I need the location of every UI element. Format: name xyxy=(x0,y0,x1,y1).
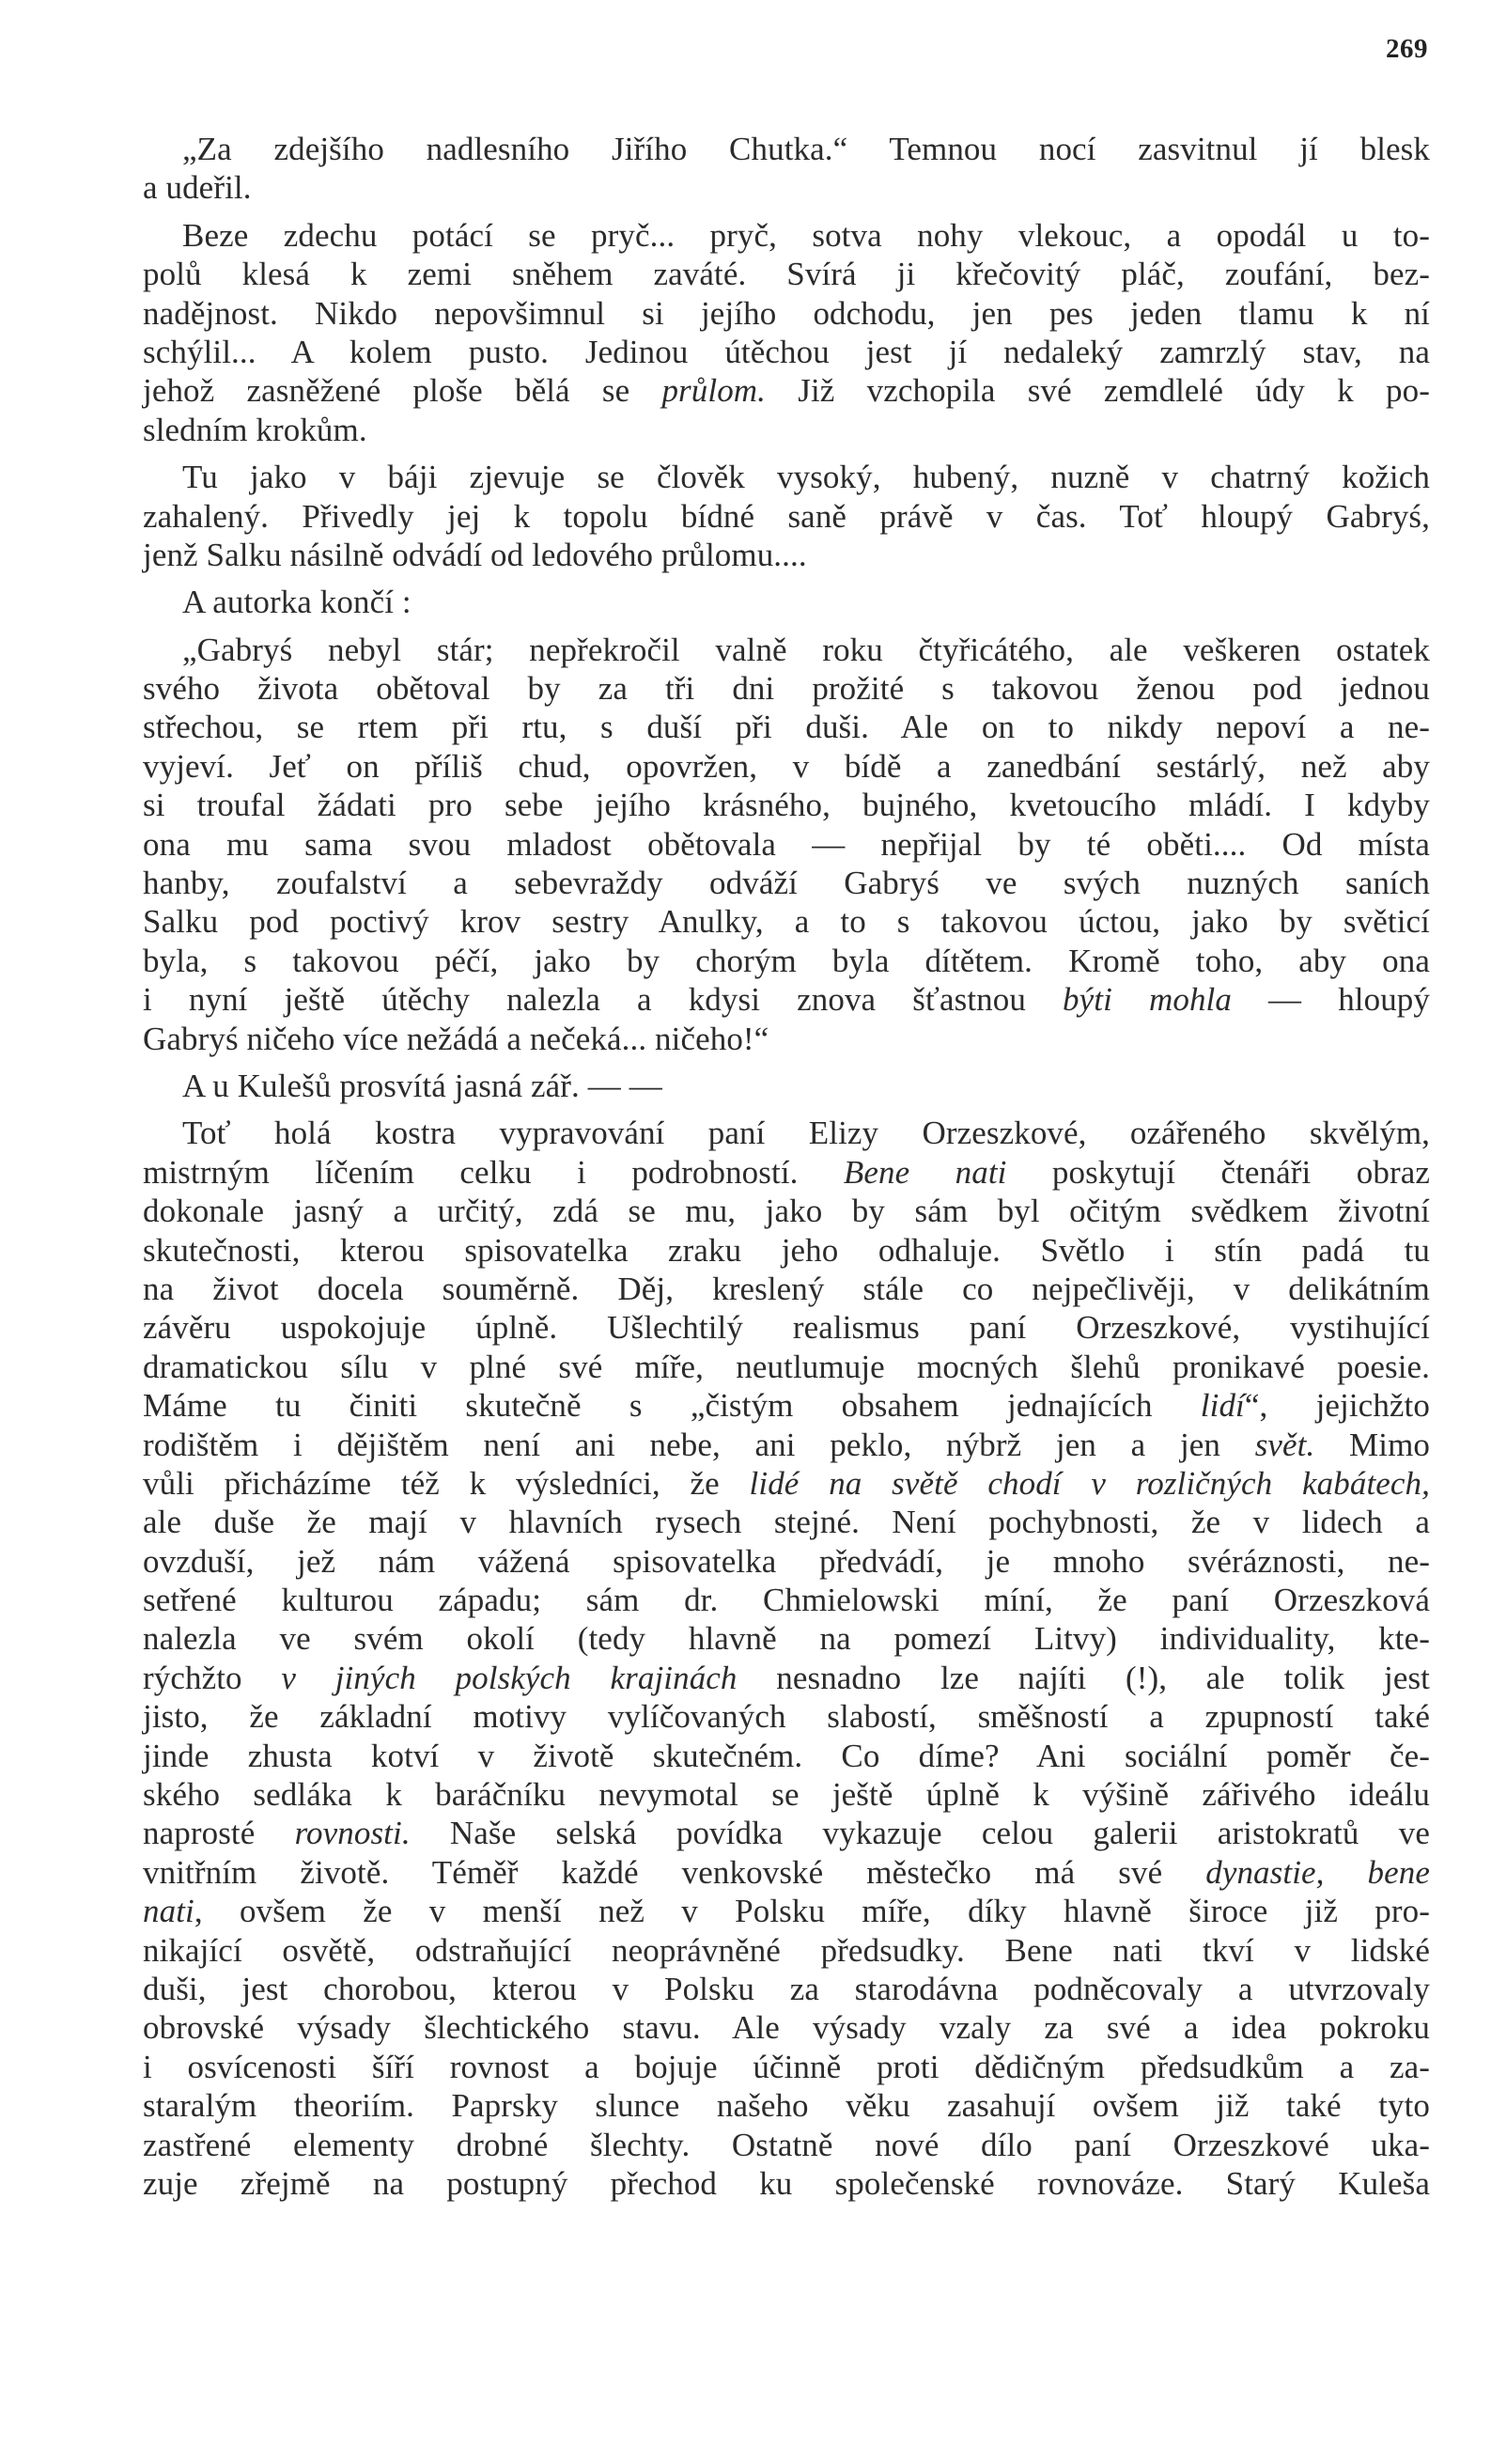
text-segment: jenž Salku násilně odvádí od ledového průlomu.... xyxy=(143,536,807,573)
italic-text: lidí xyxy=(1200,1387,1245,1425)
text-line xyxy=(143,255,1430,293)
text-segment: mistrným líčením celku i podrobností. xyxy=(143,1153,844,1191)
text-line xyxy=(143,825,1430,864)
text-segment: i osvícenosti šíří rovnost a bojuje účinně proti dědičným předsudkům a za- xyxy=(143,2048,1430,2085)
text-segment: staralým theoriím. Paprsky slunce našeho věku zasahují ovšem již také tyto xyxy=(143,2087,1430,2125)
text-line xyxy=(143,497,1430,536)
italic-text: býti mohla xyxy=(1063,981,1232,1019)
text-line xyxy=(143,1114,1430,1152)
text-segment: svého života obětoval by za tři dni prožité s takovou ženou pod jednou xyxy=(143,670,1430,708)
text-line xyxy=(143,902,1430,941)
text-segment: dokonale jasný a určitý, zdá se mu, jako by sám byl očitým svědkem životní xyxy=(143,1193,1430,1230)
text-segment: nesnadno lze najíti (!), ale tolik jest xyxy=(737,1659,1430,1696)
text-line xyxy=(143,1067,1430,1105)
text-segment: „Gabryś nebyl stár; nepřekročil valně roku čtyřicátého, ale veškeren ostatek xyxy=(182,631,1430,668)
text-segment: skutečnosti, kterou spisovatelka zraku jeho odhaluje. Světlo i stín padá tu xyxy=(143,1231,1430,1269)
text-segment: A u Kulešů prosvítá jasná zář. — — xyxy=(182,1067,662,1104)
text-line xyxy=(143,1308,1430,1347)
text-line xyxy=(143,1348,1430,1386)
text-line xyxy=(143,786,1430,824)
text-segment: jinde zhusta kotví v životě skutečném. Co díme? Ani sociální poměr če- xyxy=(143,1737,1430,1774)
text-segment: A autorka končí : xyxy=(182,584,412,621)
text-segment: sledním krokům. xyxy=(143,411,367,448)
text-segment: nadějnost. Nikdo nepovšimnul si jejího odchodu, jen pes jeden tlamu k ní xyxy=(143,294,1430,332)
text-segment: rodištěm i dějištěm není ani nebe, ani peklo, nýbrž jen a jen xyxy=(143,1426,1255,1463)
text-line xyxy=(143,864,1430,902)
text-line xyxy=(143,411,1430,449)
text-line xyxy=(143,458,1430,496)
text-segment: duši, jest chorobou, kterou v Polsku za starodávna podněcovaly a utvrzovaly xyxy=(143,1970,1430,2007)
text-line xyxy=(143,2126,1430,2164)
text-line xyxy=(143,1503,1430,1541)
text-segment: Máme tu činiti skutečně s „čistým obsahem jednajících xyxy=(143,1387,1201,1425)
italic-text: v jiných polských krajinách xyxy=(281,1659,738,1696)
text-line xyxy=(143,1970,1430,2008)
text-segment: naprosté xyxy=(143,1815,295,1852)
text-segment: zuje zřejmě na postupný přechod ku společenské rovnováze. Starý Kuleša xyxy=(143,2164,1430,2202)
text-segment: Již vzchopila své zemdlelé údy k po- xyxy=(766,372,1430,410)
text-segment: setřené kulturou západu; sám dr. Chmielowski míní, že paní Orzeszková xyxy=(143,1582,1430,1619)
italic-text: Bene nati xyxy=(843,1153,1007,1191)
text-segment: Tu jako v báji zjevuje se člověk vysoký, hubený, nuzně v chatrný kožich xyxy=(182,459,1430,496)
italic-text: rovnosti. xyxy=(294,1815,411,1852)
text-segment: „Za zdejšího nadlesního Jiřího Chutka.“ Temnou nocí zasvitnul jí blesk xyxy=(182,131,1430,167)
italic-text: dynastie, bene xyxy=(1205,1853,1430,1891)
text-segment: a udeřil. xyxy=(143,169,252,207)
text-line xyxy=(143,1542,1430,1581)
italic-text: lidé na světě chodí v rozličných kabátech, xyxy=(749,1464,1430,1502)
text-segment: Beze zdechu potácí se pryč... pryč, sotva nohy vlekouc, a opodál u to- xyxy=(182,216,1430,254)
text-line xyxy=(143,708,1430,746)
text-line xyxy=(143,631,1430,669)
text-line xyxy=(143,333,1430,371)
text-line xyxy=(143,1153,1430,1192)
text-line xyxy=(143,1386,1430,1425)
italic-text: nati xyxy=(143,1893,194,1930)
text-segment: poskytují čtenáři obraz xyxy=(1006,1153,1430,1191)
text-line xyxy=(143,2008,1430,2047)
text-line xyxy=(143,2164,1430,2203)
text-segment: dramatickou sílu v plné své míře, neutlumuje mocných šlehů pronikavé poesie. xyxy=(143,1348,1430,1385)
text-line xyxy=(143,1619,1430,1658)
text-segment: ovzduší, jež nám vážená spisovatelka předvádí, je mnoho svéráznosti, ne- xyxy=(143,1542,1430,1580)
text-line xyxy=(143,1775,1430,1814)
text-segment: závěru uspokojuje úplně. Ušlechtilý realismus paní Orzeszkové, vystihující xyxy=(143,1309,1430,1347)
text-line xyxy=(143,1853,1430,1892)
text-segment: Gabryś ničeho více nežádá a nečeká... ničeho!“ xyxy=(143,1020,769,1057)
text-segment: zastřené elementy drobné šlechty. Ostatně nové dílo paní Orzeszkové uka- xyxy=(143,2126,1430,2163)
text-segment: rýchžto xyxy=(143,1659,282,1696)
text-segment: schýlil... A kolem pusto. Jedinou útěchou jest jí nedaleký zamrzlý stav, na xyxy=(143,333,1430,370)
text-line xyxy=(143,942,1430,980)
text-segment: ale duše že mají v hlavních rysech stejné. Není pochybnosti, že v lidech a xyxy=(143,1504,1430,1541)
text-line xyxy=(143,1931,1430,1970)
text-segment: ona mu sama svou mladost obětovala — nepřijal by té oběti.... Od místa xyxy=(143,825,1430,863)
text-line xyxy=(143,130,1430,168)
text-line xyxy=(143,2086,1430,2125)
page-number: 269 xyxy=(1386,34,1428,64)
text-line xyxy=(143,1892,1430,1930)
text-line xyxy=(143,1426,1430,1464)
text-line xyxy=(143,1020,1430,1058)
text-line xyxy=(143,1464,1430,1503)
text-segment: — hloupý xyxy=(1231,981,1431,1019)
text-segment: střechou, se rtem při rtu, s duší při duši. Ale on to nikdy nepoví a ne- xyxy=(143,709,1430,746)
italic-text: svět. xyxy=(1254,1426,1315,1463)
text-line xyxy=(143,168,1430,207)
text-line xyxy=(143,1737,1430,1775)
text-segment: Salku pod poctivý krov sestry Anulky, a to s takovou úctou, jako by světicí xyxy=(143,903,1430,941)
text-line xyxy=(143,1192,1430,1230)
text-segment: , ovšem že v menší než v Polsku míře, díky hlavně široce již pro- xyxy=(194,1893,1430,1930)
text-line xyxy=(143,1231,1430,1270)
text-segment: vnitřním životě. Téměř každé venkovské městečko má své xyxy=(143,1853,1206,1891)
text-line xyxy=(143,2048,1430,2086)
text-line xyxy=(143,1270,1430,1308)
text-line xyxy=(143,1814,1430,1852)
text-segment: jisto, že základní motivy vylíčovaných slabostí, směšností a zpupností také xyxy=(143,1698,1430,1736)
text-segment: polů klesá k zemi sněhem zaváté. Svírá ji křečovitý pláč, zoufání, bez- xyxy=(143,256,1430,293)
text-segment: jehož zasněžené ploše bělá se xyxy=(143,372,662,410)
text-segment: vůli přicházíme též k výsledníci, že xyxy=(143,1464,750,1502)
text-line xyxy=(143,583,1430,621)
text-segment: vyjeví. Jeť on příliš chud, opovržen, v bídě a zanedbání sestárlý, než aby xyxy=(143,747,1430,785)
text-line xyxy=(143,1659,1430,1697)
text-segment: obrovské výsady šlechtického stavu. Ale výsady vzaly za své a idea pokroku xyxy=(143,2009,1430,2047)
text-segment: Naše selská povídka vykazuje celou galerii aristokratů ve xyxy=(410,1815,1430,1852)
italic-text: průlom. xyxy=(661,372,767,410)
text-segment: Toť holá kostra vypravování paní Elizy Orzeszkové, ozářeného skvělým, xyxy=(182,1115,1430,1152)
text-segment: si troufal žádati pro sebe jejího krásného, bujného, kvetoucího mládí. I kdyby xyxy=(143,787,1430,824)
text-segment: nalezla ve svém okolí (tedy hlavně na pomezí Litvy) individuality, kte- xyxy=(143,1620,1430,1658)
text-segment: ského sedláka k baráčníku nevymotal se ještě úplně k výšině zářivého ideálu xyxy=(143,1776,1430,1814)
text-segment: hanby, zoufalství a sebevraždy odváží Gabryś ve svých nuzných saních xyxy=(143,865,1430,902)
text-line xyxy=(143,980,1430,1019)
text-segment: na život docela souměrně. Děj, kreslený stále co nejpečlivěji, v delikátním xyxy=(143,1270,1430,1307)
text-segment: Mimo xyxy=(1314,1426,1430,1463)
text-line xyxy=(143,669,1430,708)
text-line xyxy=(143,1697,1430,1736)
text-line xyxy=(143,536,1430,574)
text-segment: i nyní ještě útěchy nalezla a kdysi znova šťastnou xyxy=(143,981,1064,1019)
text-line xyxy=(143,216,1430,255)
text-line xyxy=(143,747,1430,786)
text-line xyxy=(143,1581,1430,1619)
text-segment: byla, s takovou péčí, jako by chorým byla dítětem. Kromě toho, aby ona xyxy=(143,942,1430,979)
text-segment: nikající osvětě, odstraňující neoprávněné předsudky. Bene nati tkví v lidské xyxy=(143,1931,1430,1969)
text-line xyxy=(143,294,1430,333)
text-line xyxy=(143,371,1430,410)
text-segment: zahalený. Přivedly jej k topolu bídné saně právě v čas. Toť hloupý Gabryś, xyxy=(143,497,1430,535)
text-segment: “, jejichžto xyxy=(1244,1387,1430,1425)
text-body xyxy=(143,130,1430,2203)
